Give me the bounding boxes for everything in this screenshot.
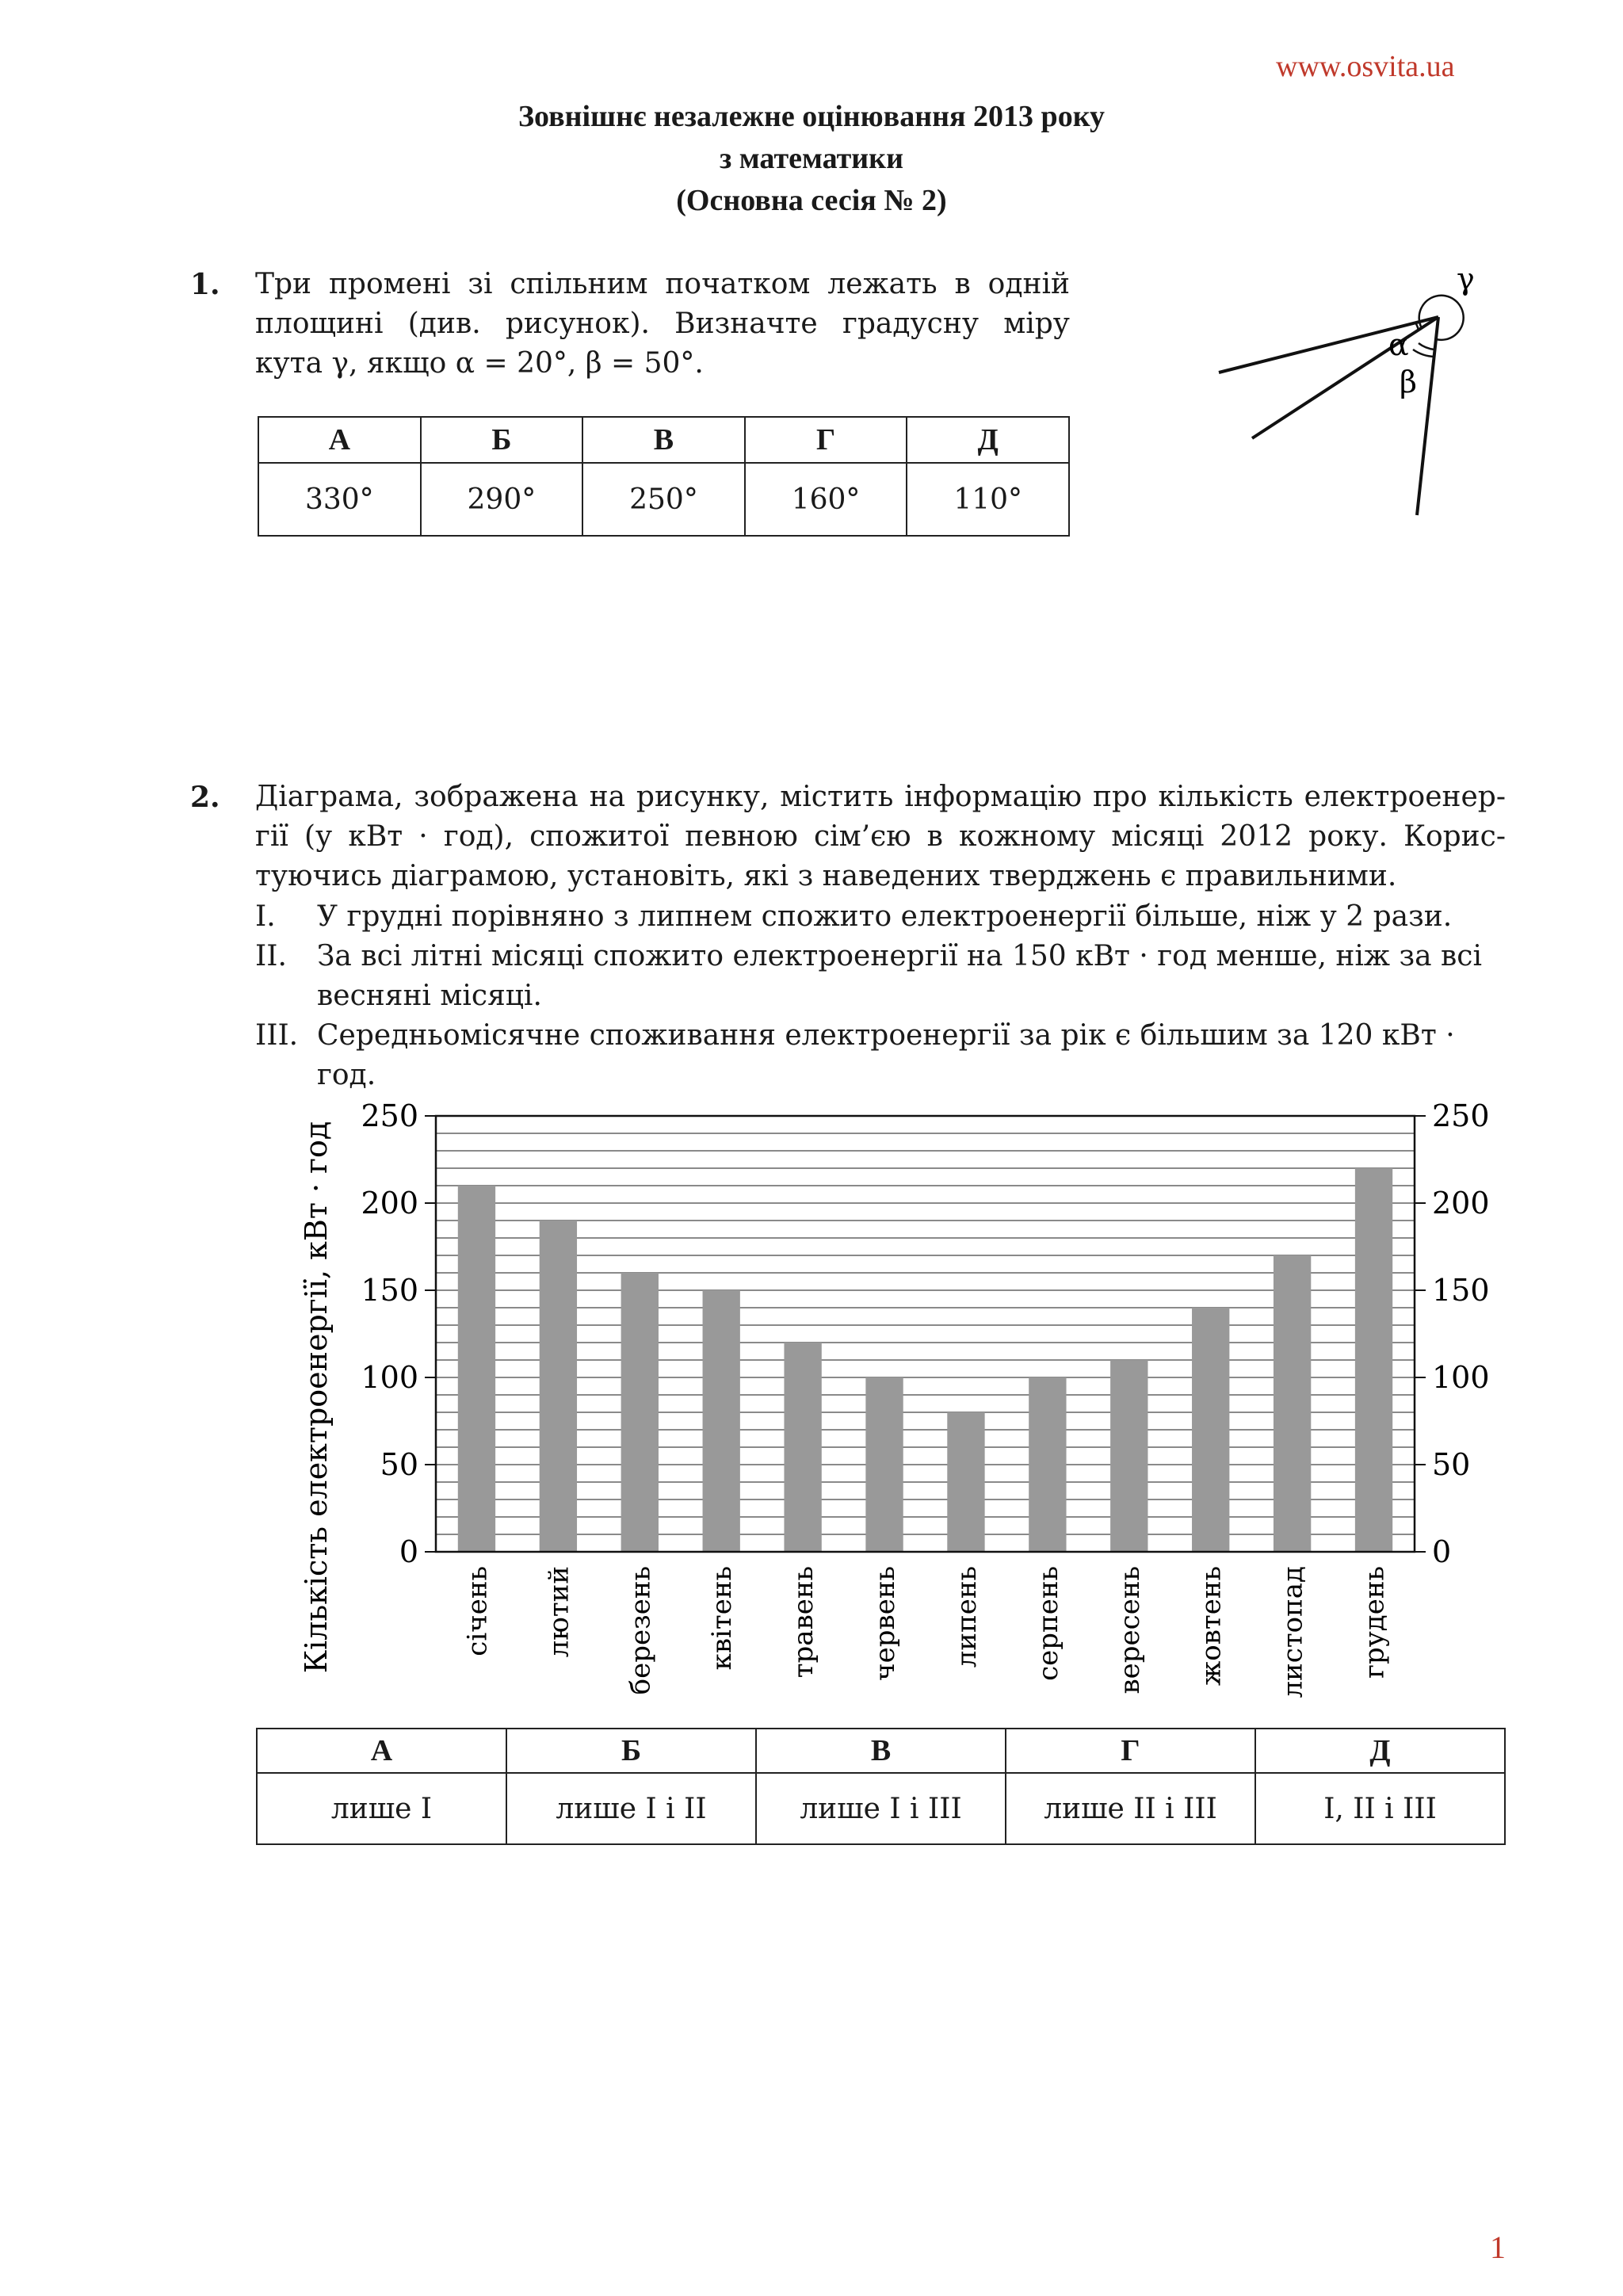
y-axis-label: Кількість електроенергії, кВт · год (299, 1121, 334, 1674)
electricity-bar-chart (285, 1086, 1490, 1704)
y-tick-label-left: 200 (361, 1186, 418, 1221)
y-tick-label-left: 250 (361, 1098, 418, 1133)
x-tick-label: грудень (1358, 1566, 1391, 1679)
statement-number: I. (255, 900, 276, 933)
gamma-arc (1419, 296, 1464, 340)
beta-arc-1 (1419, 343, 1434, 350)
statement-text: За всі літні місяці спожито електроенергії на 150 кВт · год менше, ніж за всі (317, 940, 1482, 972)
statement-text: Середньомісячне споживання електроенергії за рік є більшим за 120 кВт · год. (317, 1019, 1455, 1091)
option-letter: Г (745, 417, 907, 463)
beta-label: β (1400, 365, 1417, 399)
bar-червень (865, 1377, 903, 1552)
x-tick-labels (461, 1566, 1390, 1698)
option-value[interactable]: лише I і III (756, 1773, 1006, 1844)
statement-text: весняні місяці. (317, 980, 542, 1012)
session-label: (Основна сесія № 2) (676, 184, 947, 217)
x-tick-label: січень (461, 1566, 494, 1656)
website-url[interactable]: www.osvita.ua (1276, 50, 1455, 83)
bar-серпень (1029, 1377, 1066, 1552)
page-title: Зовнішнє незалежне оцінювання 2013 року (517, 100, 1106, 133)
bar-вересень (1110, 1360, 1148, 1552)
grid-lines (436, 1133, 1415, 1534)
y-tick-label-right: 50 (1432, 1447, 1471, 1482)
x-tick-label: вересень (1113, 1566, 1146, 1694)
option-letter: Д (1255, 1729, 1505, 1773)
question-1-line: кута γ, якщо α = 20°, β = 50°. (255, 347, 704, 380)
option-letter: А (258, 417, 421, 463)
option-value[interactable]: 250° (582, 463, 745, 536)
statement-number: III. (255, 1019, 299, 1052)
y-tick-label-right: 250 (1432, 1098, 1490, 1133)
x-tick-label: листопад (1277, 1566, 1309, 1698)
y-tick-label-left: 100 (361, 1360, 418, 1395)
statement-item (255, 897, 1515, 937)
statement-item (255, 937, 1515, 1016)
y-tick-label-right: 150 (1432, 1273, 1490, 1308)
option-letter: Б (506, 1729, 756, 1773)
bar-травень (784, 1343, 821, 1552)
x-tick-label: серпень (1032, 1566, 1064, 1681)
option-letter: А (257, 1729, 506, 1773)
question-1-answers (258, 416, 1070, 537)
question-1-line: Три промені зі спільним початком лежать в одній (255, 268, 1070, 300)
x-tick-label: березень (624, 1566, 657, 1695)
statement-text: У грудні порівняно з липнем спожито електроенергії більше, ніж у 2 рази. (317, 900, 1453, 933)
question-1-number: 1. (190, 268, 220, 301)
option-value[interactable]: I, II і III (1255, 1773, 1505, 1844)
option-value[interactable]: 290° (421, 463, 583, 536)
bar-жовтень (1192, 1308, 1229, 1552)
option-value[interactable]: 110° (907, 463, 1069, 536)
question-2-number: 2. (190, 781, 220, 814)
question-2-text (255, 777, 1506, 896)
x-tick-label: травень (788, 1566, 820, 1679)
gamma-label: γ (1457, 262, 1475, 296)
option-value[interactable]: лише I і II (506, 1773, 756, 1844)
beta-arc-2 (1413, 350, 1434, 357)
question-1-text (255, 265, 1070, 384)
alpha-label: α (1388, 327, 1409, 362)
y-tick-label-left: 0 (399, 1534, 418, 1569)
option-letter: В (756, 1729, 1006, 1773)
bar-січень (458, 1186, 495, 1552)
option-letter: Г (1006, 1729, 1255, 1773)
bar-грудень (1355, 1168, 1392, 1552)
x-tick-label: жовтень (1195, 1566, 1228, 1686)
x-tick-label: червень (869, 1566, 902, 1681)
question-1-line: площині (див. рисунок). Визначте градусну міру (255, 308, 1070, 340)
option-value[interactable]: лише I (257, 1773, 506, 1844)
bar-липень (947, 1412, 984, 1552)
option-value[interactable]: 160° (745, 463, 907, 536)
question-2-answers (256, 1728, 1506, 1845)
option-letter: Б (421, 417, 583, 463)
x-tick-label: лютий (543, 1566, 575, 1658)
bar-листопад (1274, 1255, 1311, 1552)
option-letter: В (582, 417, 745, 463)
x-tick-label: липень (950, 1566, 983, 1668)
y-tick-label-right: 200 (1432, 1186, 1490, 1221)
option-letter: Д (907, 417, 1069, 463)
page-subtitle: з математики (720, 142, 903, 175)
statement-number: II. (255, 940, 287, 972)
plot-frame (436, 1116, 1415, 1552)
statement-list (255, 897, 1515, 1095)
y-ticks (361, 1098, 1489, 1569)
y-tick-label-right: 0 (1432, 1534, 1452, 1569)
y-tick-label-left: 150 (361, 1273, 418, 1308)
question-2-line: туючись діаграмою, установіть, які з наведених тверджень є правильними. (255, 860, 1397, 892)
bar-лютий (540, 1221, 577, 1552)
rays-figure (1205, 254, 1522, 531)
bar-березень (621, 1273, 659, 1552)
question-2-line: гії (у кВт · год), спожитої певною сім’єю в кожному місяці 2012 року. Корис- (255, 820, 1506, 853)
option-value[interactable]: 330° (258, 463, 421, 536)
x-tick-label: квітень (706, 1566, 739, 1671)
bar-квітень (703, 1290, 740, 1552)
y-tick-label-right: 100 (1432, 1360, 1490, 1395)
ray-beta (1417, 317, 1438, 515)
y-tick-label-left: 50 (380, 1447, 418, 1482)
statement-item (255, 1016, 1515, 1095)
option-value[interactable]: лише II і III (1006, 1773, 1255, 1844)
question-2-line: Діаграма, зображена на рисунку, містить інформацію про кількість електроенер- (255, 781, 1506, 813)
page-number: 1 (1490, 2229, 1506, 2265)
